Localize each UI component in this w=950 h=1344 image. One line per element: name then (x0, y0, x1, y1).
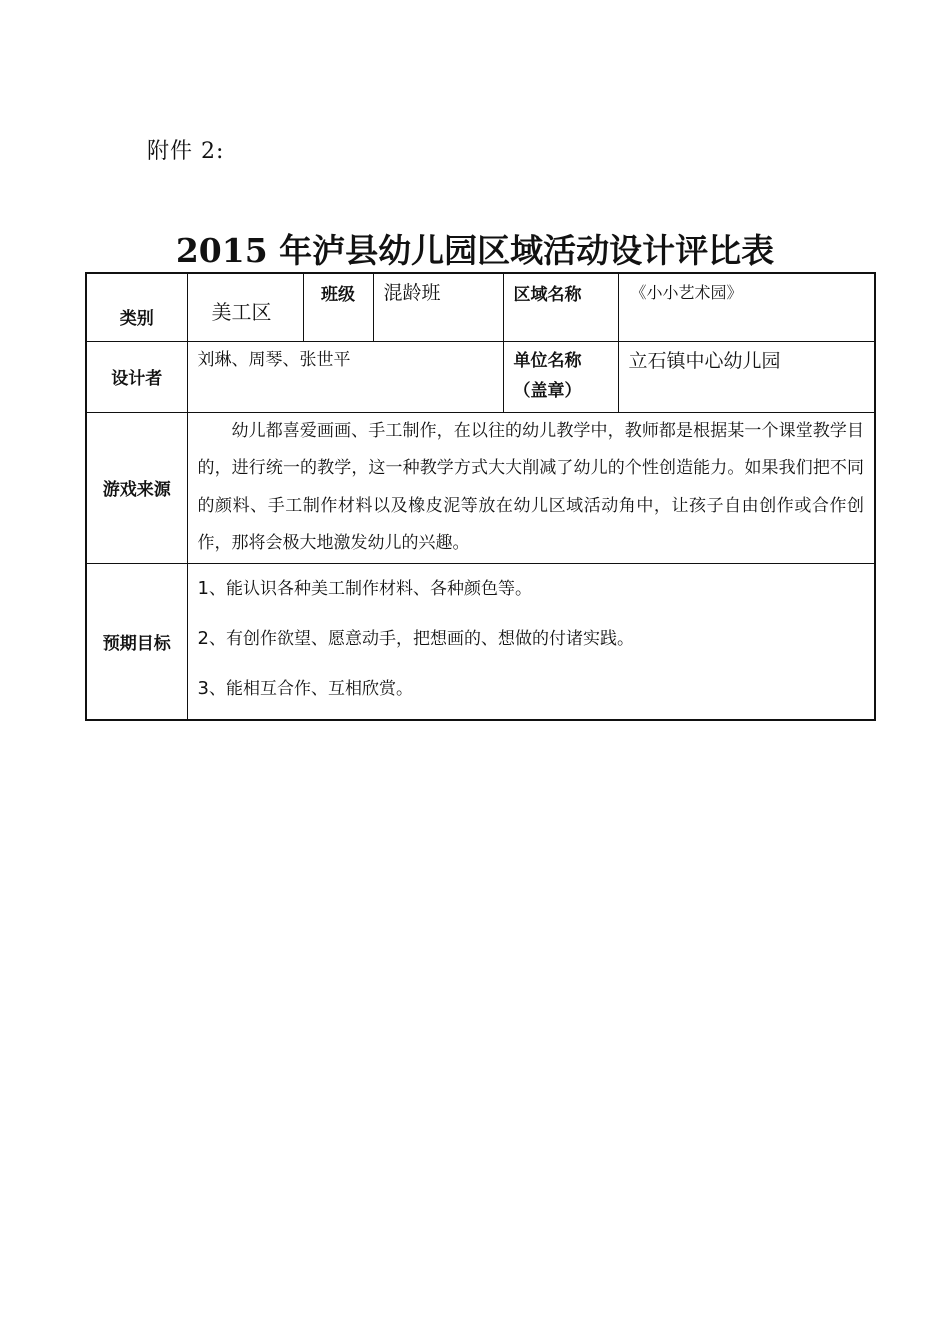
category-label: 类别 (119, 308, 154, 329)
table-row-category (86, 273, 875, 341)
unit-value-cell (618, 341, 875, 412)
unit-label-line1: 单位名称 (513, 350, 582, 371)
unit-label-line2: （盖章） (513, 380, 582, 401)
category-value: 美工区 (211, 300, 272, 324)
class-label: 班级 (321, 285, 355, 305)
designer-value: 刘琳、周琴、张世平 (197, 349, 351, 370)
goal-number: 1 (197, 577, 209, 599)
category-label-cell (86, 273, 187, 341)
table-row-designer (86, 341, 875, 412)
source-text: 幼儿都喜爱画画、手工制作，在以往的幼儿教学中，教师都是根据某一个课堂教学目的，进行统一的教学，这一种教学方式大大削减了幼儿的个性创造能力。如果我们把不同的颜料、手工制作材料以及橡皮泥等放在幼儿区域活动角中，让孩子自由创作或合作创作，那将会极大地激发幼儿的兴趣。 (197, 420, 864, 553)
goals-cell (187, 563, 875, 720)
class-value-cell (373, 273, 503, 341)
goal-item (188, 614, 875, 664)
table-row-source (86, 412, 875, 563)
goals-label: 预期目标 (102, 633, 171, 654)
category-value-cell (187, 273, 303, 341)
area-name-value-cell (618, 273, 875, 341)
designer-value-cell (187, 341, 503, 412)
area-name-value: 《小小艺术园》 (630, 283, 743, 302)
unit-value: 立石镇中心幼儿园 (628, 349, 781, 372)
source-label-cell (86, 412, 187, 563)
attachment-label: 附件 2: (147, 139, 225, 164)
page-title: 2015 年泸县幼儿园区域活动设计评比表 (175, 231, 775, 270)
class-value: 混龄班 (383, 282, 441, 304)
goal-text: 、能认识各种美工制作材料、各种颜色等。 (208, 578, 532, 599)
goal-item (188, 564, 875, 614)
area-name-label: 区域名称 (513, 285, 582, 305)
source-label: 游戏来源 (102, 480, 171, 500)
table-row-goals (86, 563, 875, 720)
goals-label-cell (86, 563, 187, 720)
goal-number: 3 (197, 677, 209, 699)
unit-label-cell (503, 341, 618, 412)
goal-item (188, 664, 875, 714)
designer-label: 设计者 (111, 369, 163, 389)
goal-text: 、有创作欲望、愿意动手，把想画的、想做的付诸实践。 (208, 628, 634, 649)
class-label-cell (303, 273, 373, 341)
source-text-cell (187, 412, 875, 563)
area-name-label-cell (503, 273, 618, 341)
goal-number: 2 (197, 627, 209, 649)
goal-text: 、能相互合作、互相欣赏。 (208, 678, 413, 699)
evaluation-form-table (85, 272, 876, 721)
designer-label-cell (86, 341, 187, 412)
